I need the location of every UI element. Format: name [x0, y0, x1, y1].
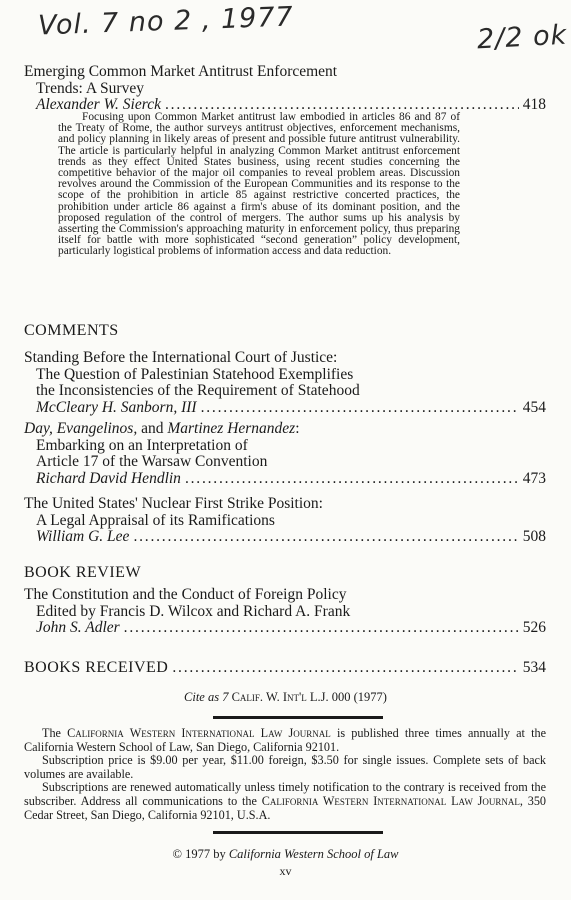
- citation-line: [0, 690, 571, 705]
- case-connector: and: [137, 420, 168, 437]
- article-author: Alexander W. Sierck: [36, 96, 161, 113]
- books-received-label: BOOKS RECEIVED: [24, 659, 169, 676]
- comment-title-line: the Inconsistencies of the Requirement of Statehood: [36, 382, 360, 399]
- publication-notice: [24, 727, 546, 822]
- case-colon: :: [295, 420, 300, 437]
- comment-page: 454: [522, 398, 546, 416]
- notice-paragraph: Subscriptions are renewed automatically unless timely notification to the contrary is received from the subscriber. Address all communications to the California Western International Law Journal, 350 Cedar Street, San Diego, California 92101, U.S.A.: [24, 780, 547, 822]
- comment-author: McCleary H. Sanborn, III: [36, 398, 197, 416]
- comment-title-line: [24, 421, 546, 438]
- divider-rule: [213, 831, 383, 834]
- comments-heading: COMMENTS: [24, 322, 119, 339]
- comment-title-line: The United States' Nuclear First Strike Position:: [24, 495, 323, 512]
- article-page: 418: [522, 96, 546, 113]
- notice-paragraph: Subscription price is $9.00 per year, $11.00 foreign, $3.50 for single issues. Complete sets of back volumes are available.: [24, 753, 546, 781]
- leader-dots: [172, 660, 518, 677]
- article-entry: [24, 64, 546, 114]
- citation-suffix: 000 (1977): [328, 690, 387, 704]
- notice-paragraph: The California Western International Law Journal is published three times annually at the California Western School of Law, San Diego, California 92101.: [24, 726, 547, 754]
- case-name: Martinez Hernandez: [167, 420, 296, 437]
- comment-author-line: [24, 400, 546, 417]
- article-title-line: Trends: A Survey: [36, 79, 144, 97]
- comment-title-line: Article 17 of the Warsaw Convention: [36, 453, 268, 470]
- case-name: Day, Evangelinos,: [24, 420, 138, 437]
- comment-entry: [24, 350, 546, 416]
- page-folio: xv: [279, 864, 292, 878]
- citation-prefix: Cite as 7: [184, 690, 232, 704]
- comment-entry: [24, 421, 546, 487]
- comment-entry: [24, 496, 546, 546]
- book-review-page: 526: [522, 619, 546, 636]
- comment-author-line: [24, 529, 546, 546]
- comment-title-line: Embarking on an Interpretation of: [36, 436, 248, 454]
- comment-title-line: Standing Before the International Court of Justice:: [24, 349, 338, 366]
- comment-title-line: A Legal Appraisal of its Ramifications: [36, 511, 275, 529]
- comment-title-line: The Question of Palestinian Statehood Exemplifies: [36, 365, 354, 383]
- leader-dots: [133, 529, 518, 546]
- comment-page: 508: [522, 528, 546, 545]
- book-review-title-line: Edited by Francis D. Wilcox and Richard A. Frank: [36, 602, 351, 620]
- book-review-author-line: [24, 620, 546, 637]
- citation-journal: Calif. W. Int'l L.J.: [231, 690, 329, 704]
- book-review-author: John S. Adler: [36, 619, 120, 636]
- article-title-line: Emerging Common Market Antitrust Enforcement: [24, 63, 338, 80]
- book-review-title-line: The Constitution and the Conduct of Foreign Policy: [24, 586, 347, 603]
- article-abstract: Focusing upon Common Market antitrust law embodied in articles 86 and 87 of the Treaty of Rome, the author surveys antitrust objectives, enforcement mechanisms, and policy planning in likely areas of present and possible future antitrust vulnerability. The article is particularly helpful in analyzing Common Market antitrust enforcement trends as they effect United States business, using recent studies concerning the competitive behavior of the major oil companies to reveal problem areas. Discussion revolves around the Commission of the European Communities and its response to the scope of the prohibition in article 85 against restrictive concerted practices, the prohibition under article 86 against a firm's abuse of its dominant position, and the proposed regulation of the control of mergers. The author sums up his analysis by asserting the Commission's approaching maturity in enforcement policy, thus preparing itself for battle with more sophisticated “second generation” policy development, particularly logistical problems of information access and data reduction.: [58, 111, 460, 258]
- handwritten-check-note: 2/2 ok: [476, 19, 568, 56]
- handwritten-volume-note: Vol. 7 no 2 , 1977: [37, 1, 295, 42]
- book-review-heading: BOOK REVIEW: [24, 564, 142, 581]
- comment-author-line: [24, 471, 546, 488]
- books-received-line: [24, 660, 546, 677]
- leader-dots: [185, 471, 519, 488]
- copyright-line: [0, 847, 571, 862]
- leader-dots: [201, 400, 519, 417]
- divider-rule: [213, 716, 383, 719]
- comment-author: William G. Lee: [36, 528, 130, 545]
- leader-dots: [124, 620, 519, 637]
- book-review-entry: [24, 587, 546, 637]
- comment-page: 473: [522, 469, 546, 487]
- books-received-page: 534: [522, 659, 546, 676]
- copyright-holder: California Western School of Law: [228, 847, 399, 861]
- copyright-prefix: © 1977 by: [172, 847, 229, 861]
- comment-author: Richard David Hendlin: [36, 469, 181, 487]
